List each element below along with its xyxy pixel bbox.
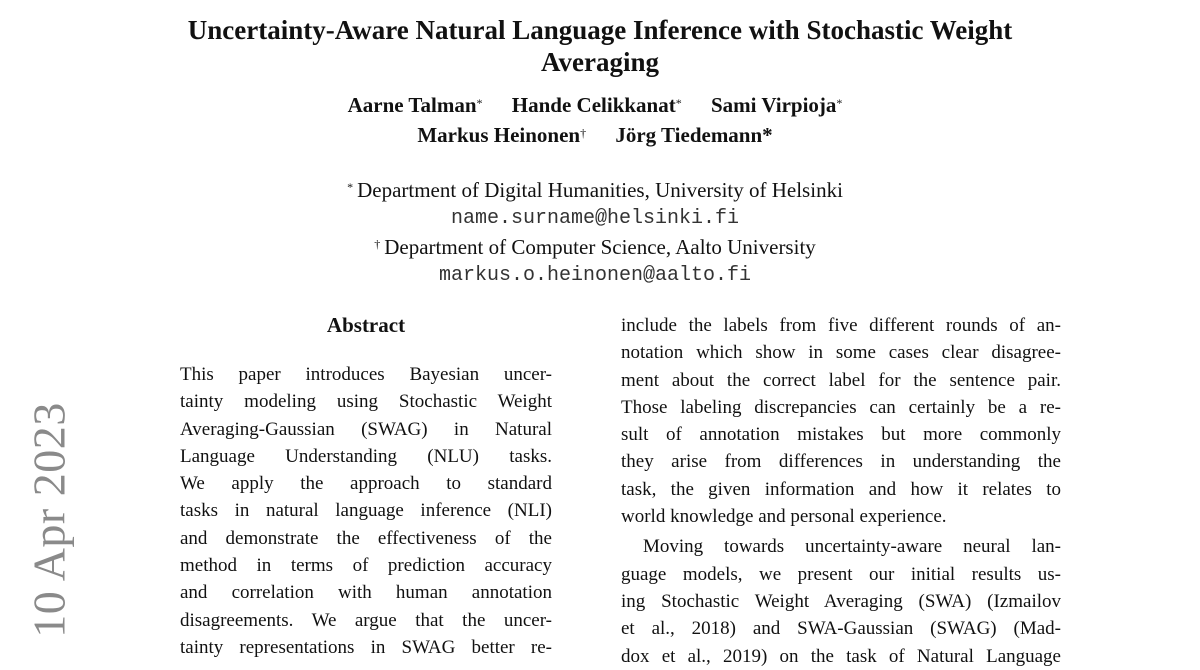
abstract-line: We apply the approach to standard: [180, 473, 552, 495]
author-row-1: [200, 90, 990, 120]
affiliation-text: Department of Digital Humanities, University of Helsinki: [357, 178, 843, 202]
author-row-2: [200, 120, 990, 150]
affiliation-text: Department of Computer Science, Aalto University: [384, 235, 816, 259]
abstract-line: disagreements. We argue that the uncer-: [180, 609, 552, 631]
abstract-line: tasks in natural language inference (NLI): [180, 500, 552, 522]
paper-title-line-1: Uncertainty-Aware Natural Language Inference with Stochastic Weight: [187, 15, 1013, 45]
body-line: guage models, we present our initial results us-: [621, 563, 1061, 585]
author-name: Jörg Tiedemann*: [615, 123, 773, 147]
paper-title: [150, 14, 1050, 78]
author-mark: *: [476, 96, 483, 110]
body-line: Those labeling discrepancies can certainly be a re-: [621, 396, 1061, 418]
body-line: ment about the correct label for the sentence pair.: [621, 369, 1061, 391]
body-line: world knowledge and personal experience.: [621, 506, 947, 528]
author-name: Hande Celikkanat: [511, 93, 676, 117]
body-line: sult of annotation mistakes but more commonly: [621, 424, 1061, 446]
arxiv-date-stamp: 10 Apr 2023: [23, 402, 75, 638]
abstract-body: [180, 361, 552, 661]
author-name: Aarne Talman: [347, 93, 477, 117]
affiliation-mark: †: [374, 237, 381, 251]
affiliation-aalto: [200, 234, 990, 260]
author-name: Markus Heinonen: [417, 123, 581, 147]
body-line: notation which show in some cases clear disagree-: [621, 342, 1061, 364]
abstract-line: tainty modeling using Stochastic Weight: [180, 391, 552, 413]
author-name: Sami Virpioja: [710, 93, 837, 117]
body-line: they arise from differences in understanding the: [621, 451, 1061, 473]
affiliation-helsinki: [200, 177, 990, 203]
abstract-line: tainty representations in SWAG better re-: [180, 636, 552, 658]
author-mark: †: [580, 126, 587, 140]
author: [348, 90, 483, 120]
author: [615, 120, 772, 150]
abstract-line: method in terms of prediction accuracy: [180, 555, 552, 577]
abstract-line: and correlation with human annotation: [180, 582, 552, 604]
author-mark: *: [675, 96, 682, 110]
author-list: [200, 90, 990, 150]
paper-title-line-2: Averaging: [541, 47, 659, 77]
author: [711, 90, 842, 120]
body-line: ing Stochastic Weight Averaging (SWA) (Izmailov: [621, 590, 1061, 612]
email-helsinki: name.surname@helsinki.fi: [450, 207, 740, 230]
body-line: include the labels from five different rounds of an-: [621, 315, 1061, 336]
body-line: task, the given information and how it relates to: [621, 478, 1061, 500]
author: [417, 120, 586, 150]
abstract-line: Averaging-Gaussian (SWAG) in Natural: [180, 418, 552, 440]
body-line: dox et al., 2019) on the task of Natural Language: [621, 645, 1061, 667]
abstract-heading: Abstract: [326, 313, 406, 337]
body-line: Moving towards uncertainty-aware neural lan-: [643, 536, 1061, 558]
abstract-line: This paper introduces Bayesian uncer-: [180, 364, 552, 385]
abstract-line: and demonstrate the effectiveness of the: [180, 527, 552, 549]
body-line: et al., 2018) and SWA-Gaussian (SWAG) (Mad-: [621, 618, 1061, 640]
email-aalto: markus.o.heinonen@aalto.fi: [438, 264, 752, 287]
author-mark: *: [836, 96, 843, 110]
intro-body: [621, 312, 1061, 670]
author: [512, 90, 682, 120]
affiliation-mark: *: [347, 180, 354, 194]
abstract-line: Language Understanding (NLU) tasks.: [180, 445, 552, 467]
